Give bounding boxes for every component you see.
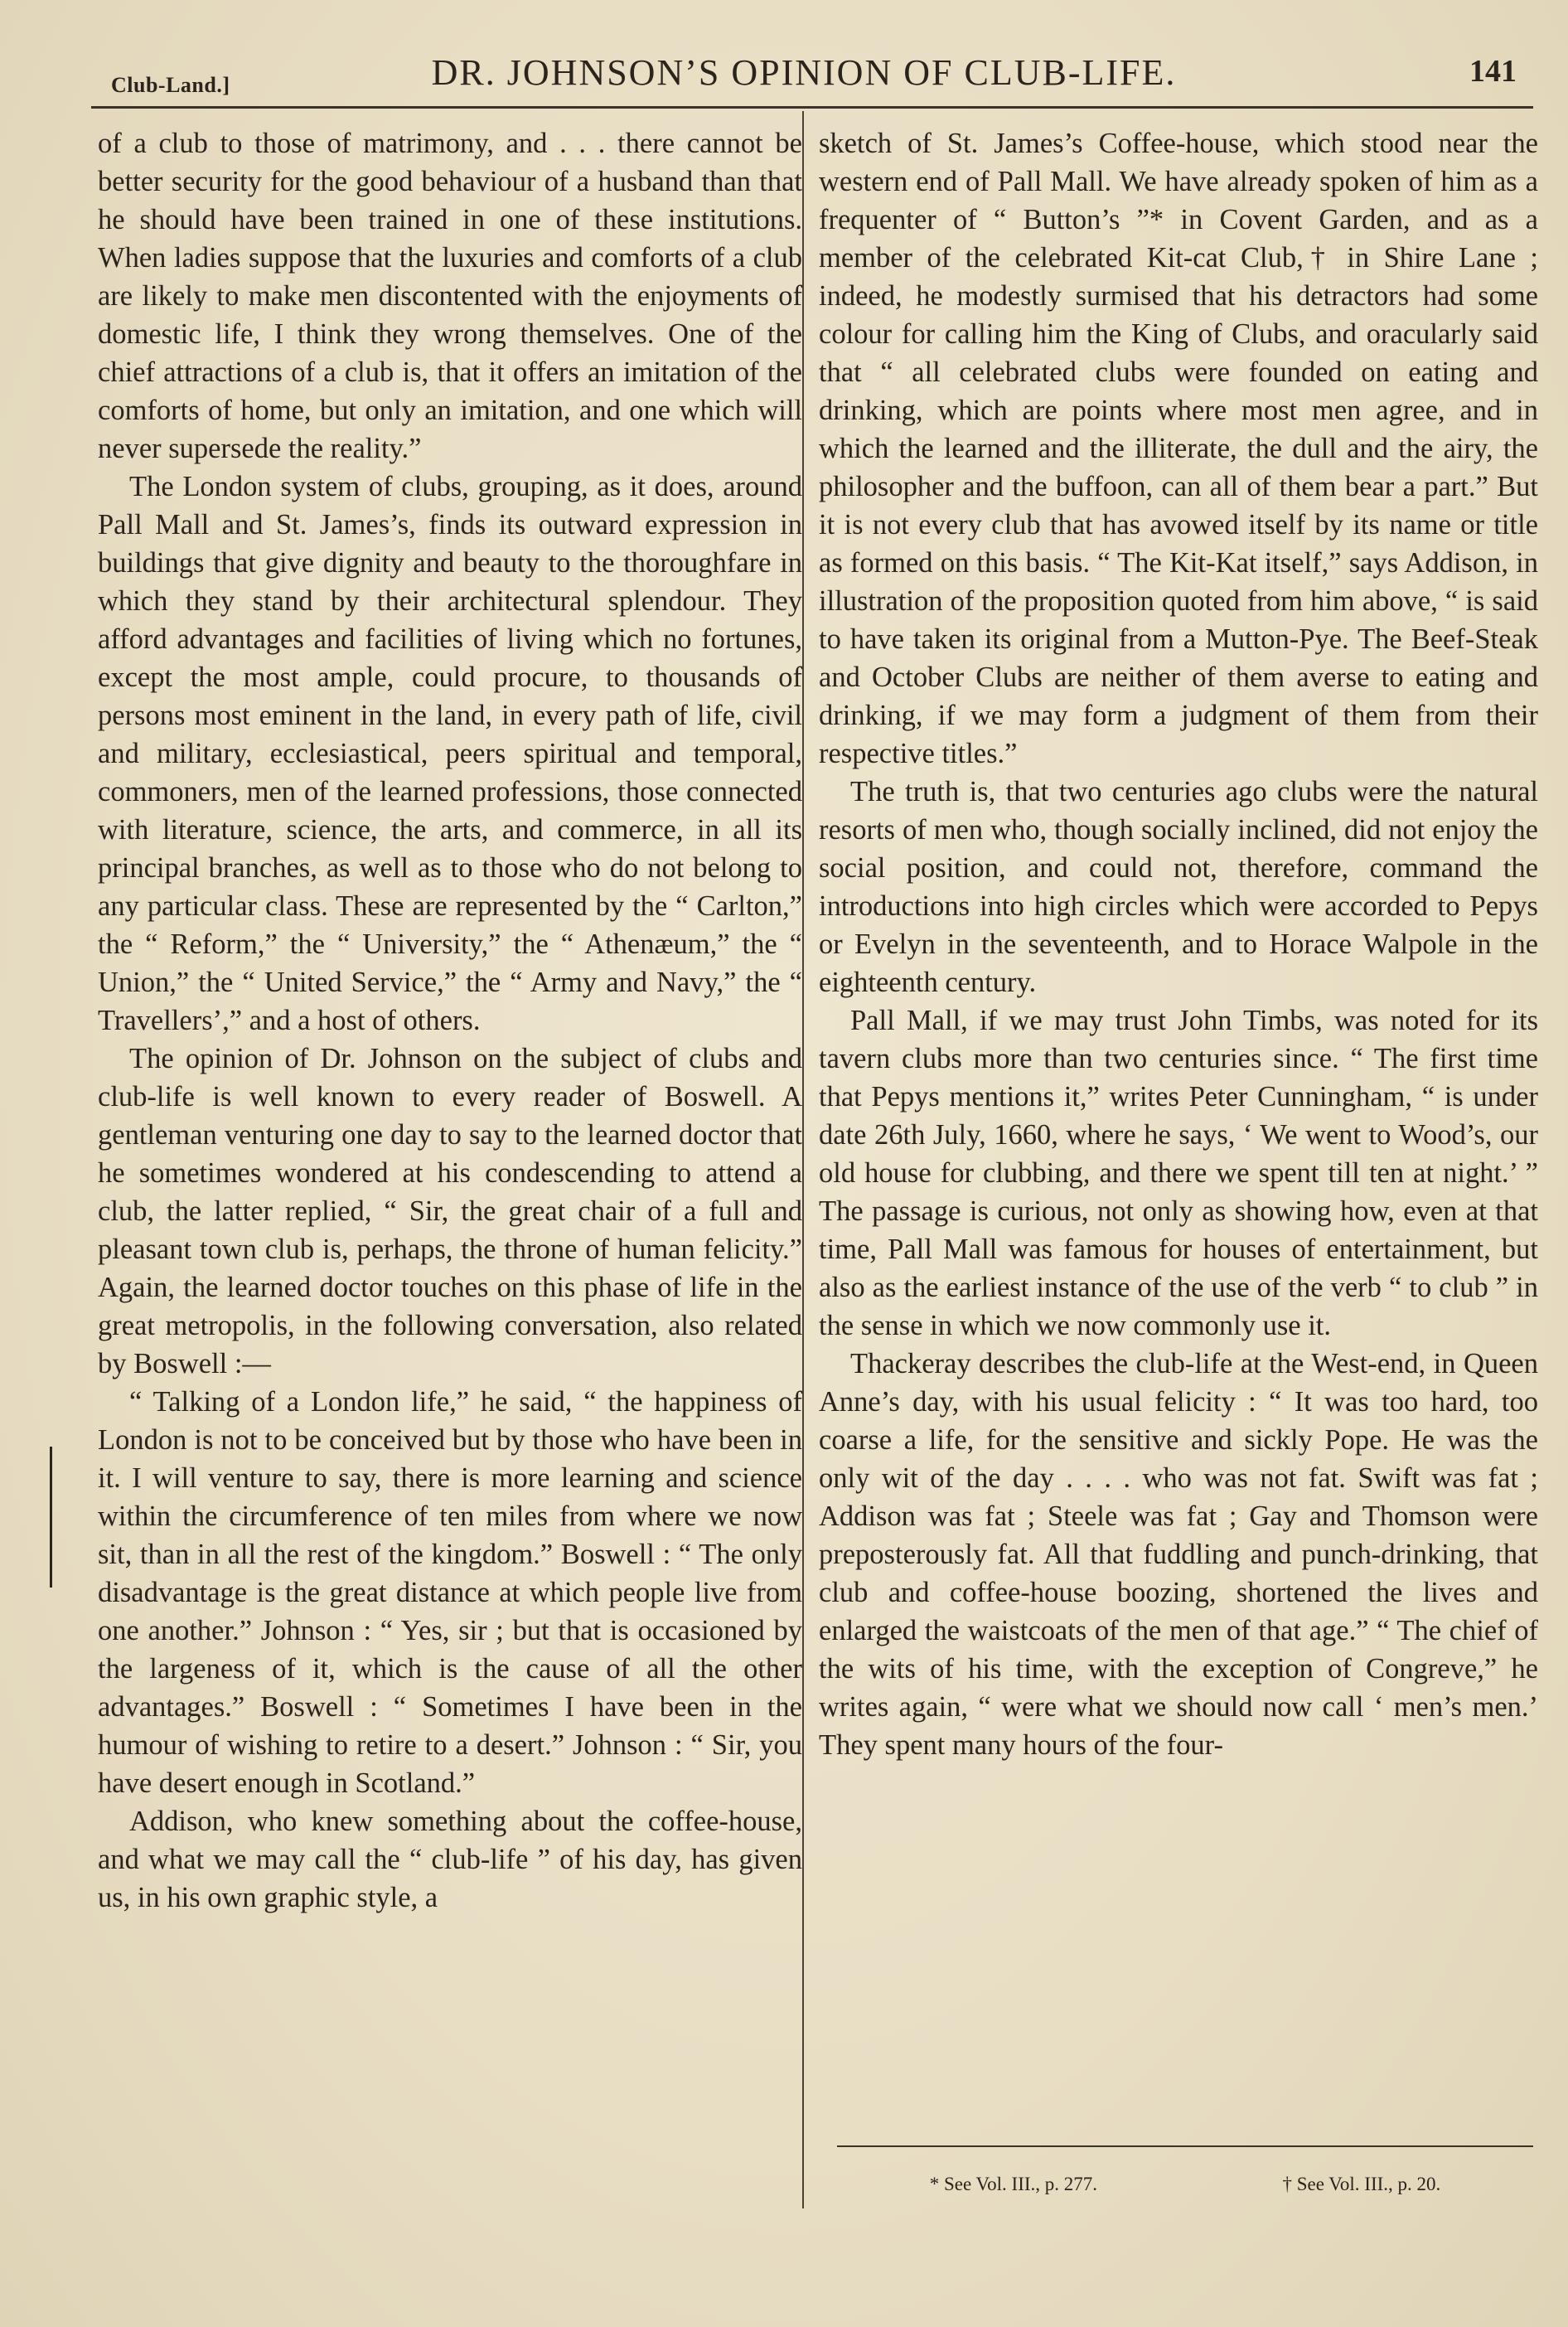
footnote: * See Vol. III., p. 277. <box>929 2174 1098 2194</box>
paragraph: Thackeray describes the club-life at the West-end, in Queen Anne’s day, with his usual felicity : “ It was too hard, too coarse a life, for the sensitive and sickly Pope. He was the only wit of the day . . . . who was not fat. Swift was fat ; Addison was fat ; Steele was fat ; Gay and Thomson were preposterously fat. All that fuddling and punch-drinking, that club and coffee-house boozing, shortened the lives and enlarged the waistcoats of the men of that age.” “ The chief of the wits of his time, with the exception of Congreve,” he writes again, “ were what we should now call ‘ men’s men.’ They spent many hours of the four- <box>819 1348 1538 1761</box>
paragraph: The London system of clubs, grouping, as it does, around Pall Mall and St. James’s, finds its outward expression in buildings that give dignity and beauty to the thoroughfare in which they stand by their architectural splendour. They afford advantages and facilities of living which no fortunes, except the most ample, could procure, to thousands of persons most eminent in the land, in every path of life, civil and military, ecclesiastical, peers spiritual and temporal, commoners, men of the learned professions, those connected with literature, science, the arts, and commerce, in all its principal branches, as well as to those who do not belong to any particular class. These are represented by the “ Carlton,” the “ Reform,” the “ University,” the “ Athenæum,” the “ Union,” the “ United Service,” the “ Army and Navy,” the “ Travellers’,” and a host of others. <box>98 471 802 1036</box>
left-column <box>98 124 802 1917</box>
paragraph: The opinion of Dr. Johnson on the subject of clubs and club-life is well known to every reader of Boswell. A gentleman venturing one day to say to the learned doctor that he sometimes wondered at his condescending to attend a club, the latter replied, “ Sir, the great chair of a full and pleasant town club is, perhaps, the throne of human felicity.” Again, the learned doctor touches on this phase of life in the great metropolis, in the following conversation, also related by Boswell :— <box>98 1043 802 1379</box>
header-rule <box>91 106 1533 109</box>
footnote-rule <box>837 2145 1533 2147</box>
paragraph: Addison, who knew something about the coffee-house, and what we may call the “ club-life ” of his day, has given us, in his own graphic style, a <box>98 1806 802 1913</box>
paragraph: of a club to those of matrimony, and . . . there cannot be better security for the good behaviour of a husband than that he should have been trained in one of these institutions. When ladies suppose that the luxuries and comforts of a club are likely to make men discontented with the enjoyments of domestic life, I think they wrong themselves. One of the chief attractions of a club is, that it offers an imitation of the comforts of home, but only an imitation, and one which will never supersede the reality.” <box>98 128 802 464</box>
section-label: Club-Land.] <box>111 73 230 97</box>
right-column <box>819 124 1538 1764</box>
paragraph: sketch of St. James’s Coffee-house, which stood near the western end of Pall Mall. We have already spoken of him as a frequenter of “ Button’s ”* in Covent Garden, and as a member of the celebrated Kit-cat Club,† in Shire Lane ; indeed, he modestly surmised that his detractors had some colour for calling him the King of Clubs, and oracularly said that “ all celebrated clubs were founded on eating and drinking, which are points where most men agree, and in which the learned and the illiterate, the dull and the airy, the philosopher and the buffoon, can all of them bear a part.” But it is not every club that has avowed itself by its name or title as formed on this basis. “ The Kit-Kat itself,” says Addison, in illustration of the proposition quoted from him above, “ is said to have taken its original from a Mutton-Pye. The Beef-Steak and October Clubs are neither of them averse to eating and drinking, if we may form a judgment of them from their respective titles.” <box>819 128 1538 769</box>
page-number: 141 <box>1469 54 1517 89</box>
margin-mark <box>50 1447 52 1588</box>
footnotes <box>837 2174 1533 2195</box>
running-header <box>83 48 1525 106</box>
paragraph: The truth is, that two centuries ago clubs were the natural resorts of men who, though socially inclined, did not enjoy the social position, and could not, therefore, command the introductions into high circles which were accorded to Pepys or Evelyn in the seventeenth, and to Horace Walpole in the eighteenth century. <box>819 776 1538 998</box>
column-divider <box>802 111 804 2208</box>
paragraph: “ Talking of a London life,” he said, “ the happiness of London is not to be conceived but by those who have been in it. I will venture to say, there is more learning and science within the circumference of ten miles from where we now sit, than in all the rest of the kingdom.” Boswell : “ The only disadvantage is the great distance at which people live from one another.” Johnson : “ Yes, sir ; but that is occasioned by the largeness of it, which is the cause of all the other advantages.” Boswell : “ Sometimes I have been in the humour of wishing to retire to a desert.” Johnson : “ Sir, you have desert enough in Scotland.” <box>98 1386 802 1799</box>
footnote: † See Vol. III., p. 20. <box>1282 2174 1441 2194</box>
paragraph: Pall Mall, if we may trust John Timbs, was noted for its tavern clubs more than two centuries since. “ The first time that Pepys mentions it,” writes Peter Cunningham, “ is under date 26th July, 1660, where he says, ‘ We went to Wood’s, our old house for clubbing, and there we spent till ten at night.’ ” The passage is curious, not only as showing how, even at that time, Pall Mall was famous for houses of entertainment, but also as the earliest instance of the use of the verb “ to club ” in the sense in which we now commonly use it. <box>819 1005 1538 1341</box>
page-title: DR. JOHNSON’S OPINION OF CLUB-LIFE. <box>431 52 1177 93</box>
